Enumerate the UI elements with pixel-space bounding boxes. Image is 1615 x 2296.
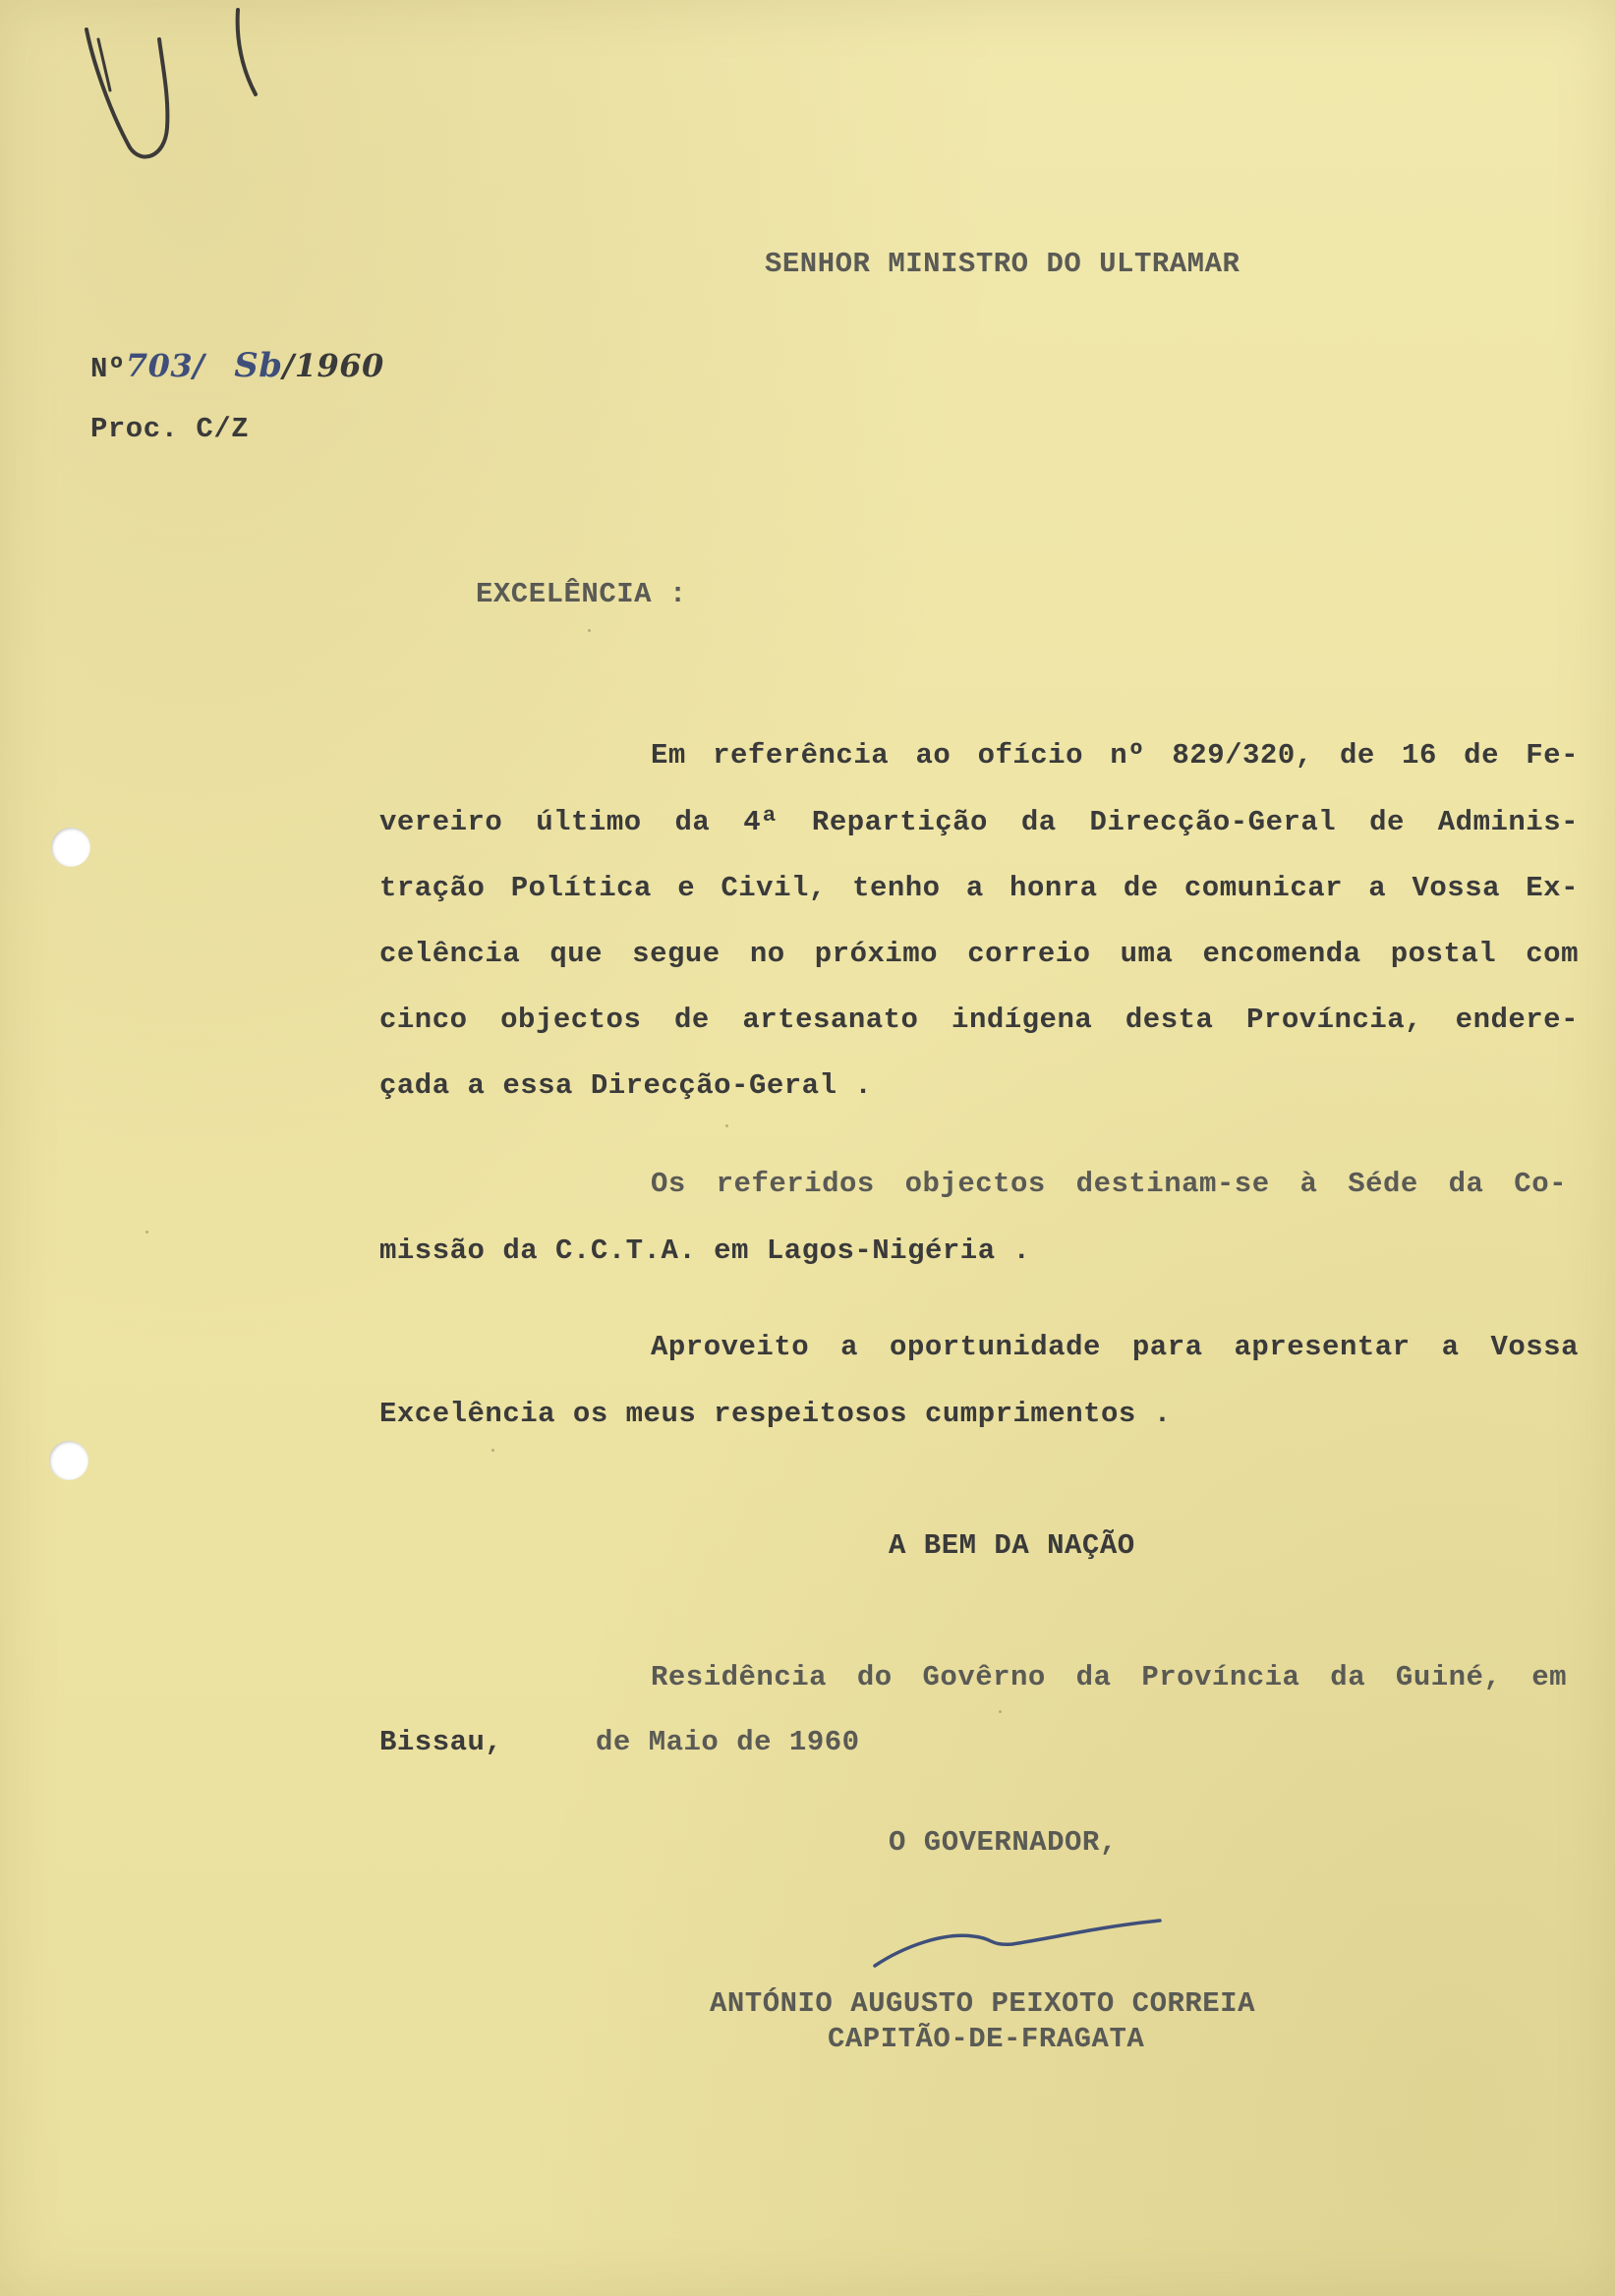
addressee: SENHOR MINISTRO DO ULTRAMAR [765,248,1240,280]
paper-speck [999,1710,1002,1713]
reference-handwritten-number: 703/ [125,347,205,384]
signer-rank: CAPITÃO-DE-FRAGATA [828,2023,1145,2055]
signature [865,1917,1180,1976]
reference-prefix: Nº [90,353,126,385]
punch-hole-lower [49,1441,88,1480]
paragraph-3-line: Aproveito a oportunidade para apresentar a Vossa [651,1331,1579,1363]
paper-speck [491,1449,494,1452]
paragraph-1-line: vereiro último da 4ª Repartição da Direcção-Geral de Adminis- [379,806,1579,838]
paper-speck [725,1124,728,1127]
signer-title: O GOVERNADOR, [889,1826,1118,1859]
paragraph-1-line: Em referência ao ofício nº 829/320, de 16 de Fe- [651,739,1579,772]
paragraph-1-line: celência que segue no próximo correio uma encomenda postal com [379,938,1579,970]
punch-hole-upper [51,828,90,867]
paper-speck [588,629,591,632]
paragraph-1-line: çada a essa Direcção-Geral . [379,1069,873,1102]
process-reference: Proc. C/Z [90,413,250,445]
reference-number [90,346,384,385]
reference-handwritten-code: Sb [234,346,283,385]
reference-year: /1960 [282,347,384,384]
place-city: Bissau, [379,1726,503,1758]
signer-name: ANTÓNIO AUGUSTO PEIXOTO CORREIA [710,1987,1255,2020]
salutation: EXCELÊNCIA : [476,578,687,610]
paragraph-2-line: Os referidos objectos destinam-se à Séde da Co- [651,1168,1567,1200]
paragraph-1-line: tração Política e Civil, tenho a honra de comunicar a Vossa Ex- [379,872,1579,904]
place-date: de Maio de 1960 [596,1726,860,1758]
paragraph-3-line: Excelência os meus respeitosos cumprimentos . [379,1398,1172,1430]
place-line: Residência do Govêrno da Província da Guiné, em [651,1661,1567,1693]
paragraph-2-line: missão da C.C.T.A. em Lagos-Nigéria . [379,1234,1031,1267]
paper-speck [145,1231,148,1234]
paragraph-1-line: cinco objectos de artesanato indígena desta Província, endere- [379,1004,1579,1036]
handwritten-mark-top-left [69,0,285,167]
closing-motto: A BEM DA NAÇÃO [889,1529,1135,1562]
